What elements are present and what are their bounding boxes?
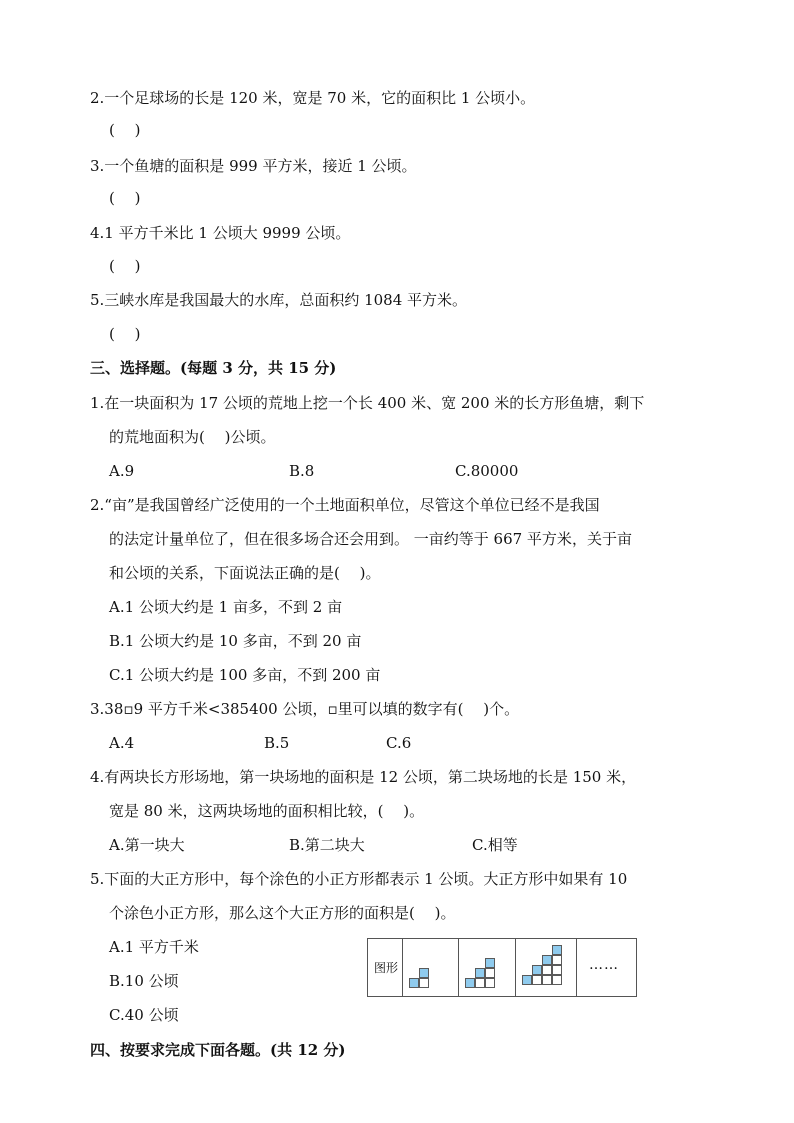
option-5c[interactable]: C.40 公顷 [109,1006,179,1024]
figure-label-cell [368,939,403,996]
option-4a[interactable]: A.第一块大 [109,836,185,854]
choice-question-5-line-2: 个涂色小正方形，那么这个大正方形的面积是( )。 [109,904,456,922]
pattern-figure [367,938,637,997]
grid-3x3 [465,958,495,988]
answer-blank-judge-3[interactable]: ( ) [109,189,141,207]
option-2c[interactable]: C.1 公顷大约是 100 多亩，不到 200 亩 [109,666,381,684]
figure-step-3 [516,939,577,996]
figure-step-1 [403,939,459,996]
choice-question-2-line-3: 和公顷的关系，下面说法正确的是( )。 [109,564,381,582]
choice-question-2-line-2: 的法定计量单位了，但在很多场合还会用到。 一亩约等于 667 平方米，关于亩 [109,530,632,548]
option-5a[interactable]: A.1 平方千米 [109,938,199,956]
choice-question-4-line-2: 宽是 80 米，这两块场地的面积相比较，( )。 [109,802,425,820]
option-3a[interactable]: A.4 [109,734,135,752]
choice-question-3: 3.38▫9 平方千米<385400 公顷，▫里可以填的数字有( )个。 [90,700,520,718]
section-heading-4: 四、按要求完成下面各题。(共 12 分) [90,1041,346,1059]
option-2a[interactable]: A.1 公顷大约是 1 亩多，不到 2 亩 [109,598,343,616]
ellipsis: …… [589,957,619,973]
figure-step-2 [459,939,516,996]
option-5b[interactable]: B.10 公顷 [109,972,179,990]
grid-4x4 [522,945,562,985]
section-heading-choice: 三、选择题。(每题 3 分，共 15 分) [90,359,337,377]
choice-question-1-line-2: 的荒地面积为( )公顷。 [109,428,276,446]
answer-blank-judge-5[interactable]: ( ) [109,325,141,343]
grid-2x2 [409,968,429,988]
figure-label: 图形 [374,961,399,975]
figure-continuation-cell [577,939,636,996]
option-1a[interactable]: A.9 [109,462,135,480]
option-2b[interactable]: B.1 公顷大约是 10 多亩，不到 20 亩 [109,632,362,650]
option-3b[interactable]: B.5 [264,734,290,752]
answer-blank-judge-2[interactable]: ( ) [109,121,141,139]
option-1c[interactable]: C.80000 [455,462,519,480]
answer-blank-judge-4[interactable]: ( ) [109,257,141,275]
choice-question-1-line-1: 1.在一块面积为 17 公顷的荒地上挖一个长 400 米、宽 200 米的长方形鱼塘，剩下 [90,394,645,412]
choice-question-2-line-1: 2.“亩”是我国曾经广泛使用的一个土地面积单位，尽管这个单位已经不是我国 [90,496,600,514]
judge-question-5: 5.三峡水库是我国最大的水库，总面积约 1084 平方米。 [90,291,468,309]
judge-question-2: 2.一个足球场的长是 120 米，宽是 70 米，它的面积比 1 公顷小。 [90,89,536,107]
judge-question-4: 4.1 平方千米比 1 公顷大 9999 公顷。 [90,224,351,242]
option-3c[interactable]: C.6 [386,734,412,752]
option-4c[interactable]: C.相等 [472,836,518,854]
judge-question-3: 3.一个鱼塘的面积是 999 平方米，接近 1 公顷。 [90,157,417,175]
choice-question-4-line-1: 4.有两块长方形场地，第一块场地的面积是 12 公顷，第二块场地的长是 150 米， [90,768,637,786]
choice-question-5-line-1: 5.下面的大正方形中，每个涂色的小正方形都表示 1 公顷。大正方形中如果有 10 [90,870,628,888]
option-4b[interactable]: B.第二块大 [289,836,365,854]
option-1b[interactable]: B.8 [289,462,315,480]
